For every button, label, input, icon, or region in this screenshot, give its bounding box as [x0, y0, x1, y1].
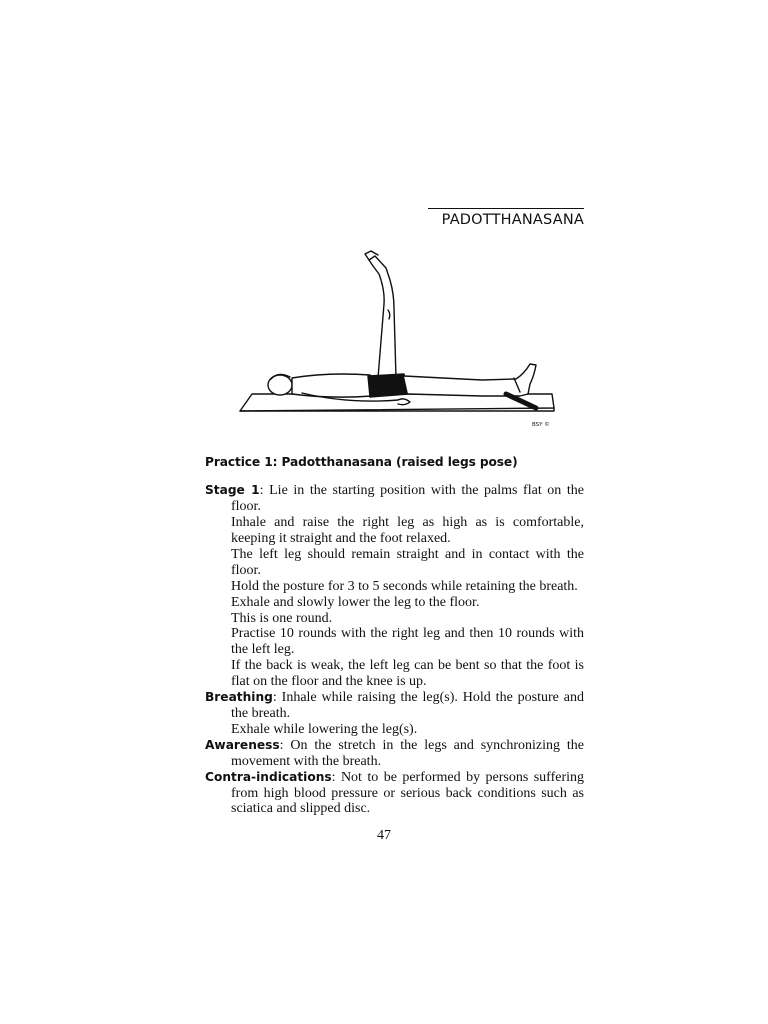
straight-leg: [404, 364, 536, 396]
practice-heading: Practice 1: Padotthanasana (raised legs pose): [205, 455, 518, 470]
stage-intro: : Lie in the starting position with the palms flat on the floor.: [231, 483, 584, 515]
header-rule: [428, 208, 584, 209]
step-2: The left leg should remain straight and in contact with the floor.: [231, 546, 584, 578]
step-1: Inhale and raise the right leg as high as is comfortable, keeping it straight and the foot relaxed.: [231, 515, 584, 546]
step-6: Practise 10 rounds with the right leg and then 10 rounds with the left leg.: [231, 626, 584, 658]
step-7: If the back is weak, the left leg can be bent so that the foot is flat on the floor and the knee is up.: [231, 658, 584, 690]
contra-text: : Not to be performed by persons suffering from high blood pressure or serious back conditions such as sciatica and slipped disc.: [231, 769, 584, 817]
breathing-label: Breathing: [205, 690, 273, 705]
awareness-text: : On the stretch in the legs and synchronizing the movement with the breath.: [231, 737, 584, 769]
awareness-label: Awareness: [205, 737, 280, 752]
figure-credit: BSY ©: [532, 422, 550, 428]
shorts: [368, 374, 408, 397]
contra-label: Contra-indications: [205, 769, 332, 784]
step-4: Exhale and slowly lower the leg to the floor.: [231, 594, 480, 610]
practice-text: [205, 443, 584, 817]
running-head-title: PADOTTHANASANA: [441, 212, 584, 228]
stage-paragraph: [205, 483, 584, 515]
step-3: Hold the posture for 3 to 5 seconds while retaining the breath.: [231, 578, 578, 594]
breathing-paragraph: [205, 690, 584, 722]
awareness-paragraph: [205, 738, 584, 770]
stage-label: Stage 1: [205, 483, 260, 498]
breathing-text: : Inhale while raising the leg(s). Hold the posture and the breath.: [231, 690, 584, 721]
pose-illustration: [238, 246, 562, 432]
raised-leg: [369, 256, 396, 378]
step-5: This is one round.: [231, 610, 333, 626]
page-number: 47: [377, 828, 391, 843]
breathing-extra: Exhale while lowering the leg(s).: [231, 721, 418, 737]
contra-paragraph: [205, 770, 584, 818]
